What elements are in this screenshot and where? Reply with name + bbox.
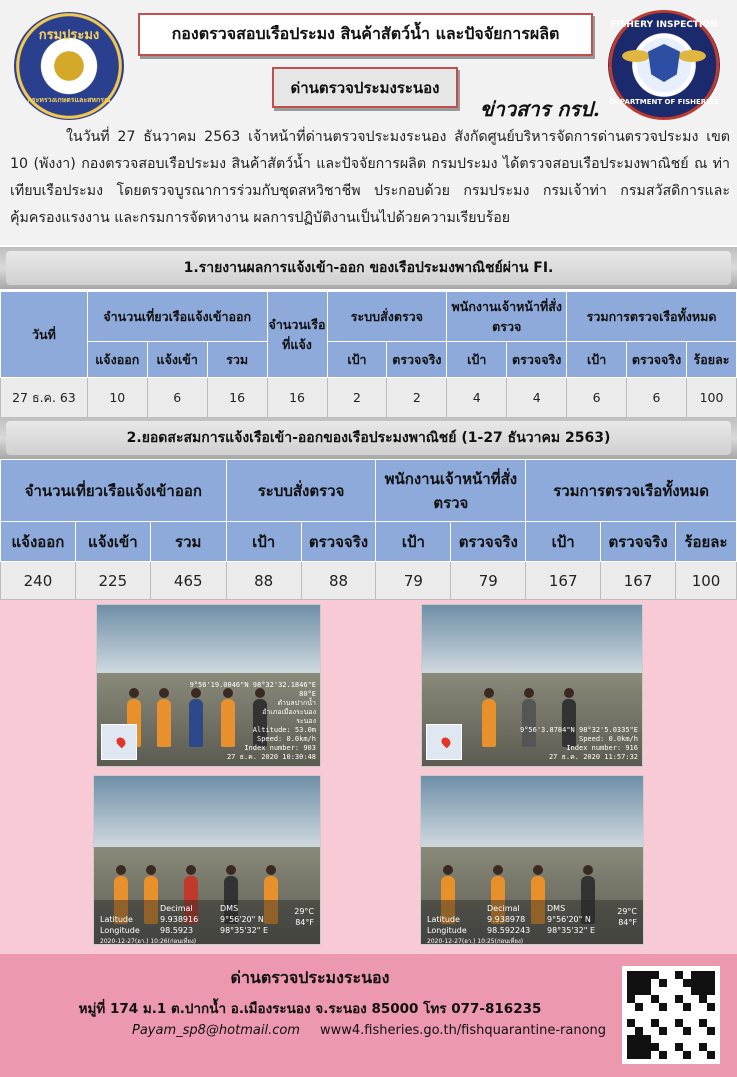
- t1-cell-4: 16: [267, 378, 327, 418]
- stamp-line: 27 ธ.ค. 2020 10:30:48: [226, 753, 316, 761]
- t1-subheader-3: เป้า: [327, 342, 387, 378]
- section1-title: 1.รายงานผลการแจ้งเข้า-ออก ของเรือประมงพาณิชย์ผ่าน FI.: [183, 260, 554, 276]
- t1-cell-1: 10: [87, 378, 147, 418]
- t2-subheader-3: เป้า: [226, 522, 301, 562]
- t2-cell-1: 225: [75, 562, 150, 600]
- section1-banner: [0, 247, 737, 289]
- qr-code[interactable]: [622, 966, 720, 1064]
- stamp-line: 27 ธ.ค. 2020 11:57:32: [548, 753, 638, 761]
- t1-cell-9: 6: [567, 378, 627, 418]
- th-officer: พนักงานเจ้าหน้าที่สั่งตรวจ: [447, 292, 567, 342]
- page-title: กองตรวจสอบเรือประมง สินค้าสัตว์น้ำ และปัจจัยการผลิต: [138, 13, 593, 56]
- t2-subheader-6: ตรวจจริง: [451, 522, 526, 562]
- inspection-photo-2: [421, 604, 643, 767]
- footer: [0, 954, 737, 1077]
- t1-cell-2: 6: [147, 378, 207, 418]
- t1-cell-0: 27 ธ.ค. 63: [1, 378, 88, 418]
- stamp-line: Speed: 0.0km/h: [578, 735, 638, 743]
- t1-cell-6: 2: [387, 378, 447, 418]
- t1-subheader-4: ตรวจจริง: [387, 342, 447, 378]
- t2-cell-2: 465: [150, 562, 226, 600]
- t1-cell-8: 4: [507, 378, 567, 418]
- photo-2-stamp: [520, 726, 638, 762]
- th2-total: รวมการตรวจเรือทั้งหมด: [526, 460, 737, 522]
- footer-office: ด่านตรวจประมงระนอง: [230, 968, 390, 987]
- th-system: ระบบสั่งตรวจ: [327, 292, 447, 342]
- t1-cell-11: 100: [686, 378, 736, 418]
- inspection-logo-top: FISHERY INSPECTION: [610, 20, 718, 30]
- t2-subheader-5: เป้า: [376, 522, 451, 562]
- t1-subheader-9: ร้อยละ: [686, 342, 736, 378]
- t2-cell-3: 88: [226, 562, 301, 600]
- footer-email[interactable]: Payam_sp8@hotmail.com: [132, 1023, 300, 1038]
- th-trips: จำนวนเที่ยวเรือแจ้งเข้าออก: [87, 292, 267, 342]
- th-vessels: จำนวนเรือที่แจ้ง: [267, 292, 327, 378]
- stamp-line: Speed: 0.0km/h: [256, 735, 316, 743]
- stamp-line: 9°56'19.0046"N 98°32'32.1846"E: [189, 681, 316, 689]
- t1-cell-3: 16: [207, 378, 267, 418]
- t2-cell-4: 88: [301, 562, 376, 600]
- t2-cell-5: 79: [376, 562, 451, 600]
- stamp-line: 9°56'3.8784"N 98°32'5.0335"E: [519, 726, 638, 734]
- intro-paragraph: ในวันที่ 27 ธันวาคม 2563 เจ้าหน้าที่ด่านตรวจประมงระนอง สังกัดศูนย์บริหารจัดการด่านตรวจประมง เขต 10 (พังงา) กองตรวจสอบเรือประมง สินค้าสัตว์น้ำ และปัจจัยการผลิต กรมประมง ได้ตรวจสอบเรือประมงพาณิชย์ ณ ท่าเทียบเรือประมง โดยตรวจบูรณาการร่วมกับชุดสหวิชาชีพ ประกอบด้วย กรมประมง กรมเจ้าท่า กรมสวัสดิการและคุ้มครองแรงงาน และกรมการจัดหางาน ผลการปฏิบัติงานเป็นไปด้วยความเรียบร้อย: [10, 129, 730, 226]
- footer-address: หมู่ที่ 174 ม.1 ต.ปากน้ำ อ.เมืองระนอง จ.ระนอง 85000 โทร 077-816235: [78, 1001, 542, 1017]
- photo-4-gps: Decimal DMS Latitude 9.938978 9°56'20" N Longitude 98.592243 98°35'32" E 2020-12-27(อา.) 10:25(ก่อนเที่ยง) 29°C 84°F: [421, 900, 643, 944]
- daily-report-table: [0, 291, 737, 418]
- logo-bottom-text: กระทรวงเกษตรและสหกรณ์: [27, 96, 111, 104]
- t1-subheader-0: แจ้งออก: [87, 342, 147, 378]
- t2-subheader-4: ตรวจจริง: [301, 522, 376, 562]
- th2-system: ระบบสั่งตรวจ: [226, 460, 376, 522]
- t1-subheader-5: เป้า: [447, 342, 507, 378]
- t1-subheader-6: ตรวจจริง: [507, 342, 567, 378]
- t2-subheader-8: ตรวจจริง: [601, 522, 676, 562]
- stamp-line: Index number: 916: [566, 744, 638, 752]
- t2-subheader-7: เป้า: [526, 522, 601, 562]
- stamp-line: อำเภอเมืองระนอง: [262, 708, 316, 716]
- t2-cell-9: 100: [676, 562, 737, 600]
- department-of-fisheries-logo: [14, 12, 124, 120]
- t2-cell-0: 240: [1, 562, 76, 600]
- photo-1-stamp: [190, 681, 316, 762]
- t1-subheader-2: รวม: [207, 342, 267, 378]
- t1-subheader-8: ตรวจจริง: [627, 342, 687, 378]
- th-date: วันที่: [1, 292, 88, 378]
- footer-website[interactable]: www4.fisheries.go.th/fishquarantine-ranong: [320, 1023, 607, 1038]
- t1-cell-10: 6: [627, 378, 687, 418]
- stamp-line: ระนอง: [296, 717, 316, 725]
- t2-subheader-0: แจ้งออก: [1, 522, 76, 562]
- stamp-line: Index number: 903: [244, 744, 316, 752]
- th-total: รวมการตรวจเรือทั้งหมด: [567, 292, 737, 342]
- inspection-logo-bottom: DEPARTMENT OF FISHERIES: [609, 98, 719, 106]
- t2-subheader-2: รวม: [150, 522, 226, 562]
- t2-subheader-1: แจ้งเข้า: [75, 522, 150, 562]
- photo-collage: [0, 600, 737, 954]
- stamp-line: ตำบลปากน้ำ: [277, 699, 316, 707]
- t2-cell-7: 167: [526, 562, 601, 600]
- section2-banner: [0, 417, 737, 459]
- inspection-photo-1: [96, 604, 321, 767]
- t2-cell-6: 79: [451, 562, 526, 600]
- section2-title: 2.ยอดสะสมการแจ้งเรือเข้า-ออกของเรือประมงพาณิชย์ (1-27 ธันวาคม 2563): [126, 430, 611, 446]
- t1-cell-7: 4: [447, 378, 507, 418]
- page-subtitle: ด่านตรวจประมงระนอง: [272, 67, 458, 108]
- photo-3-gps: Decimal DMS Latitude 9.938916 9°56'20" N Longitude 98.5923 98°35'32" E 2020-12-27(อา.) 10:26(ก่อนเที่ยง) 29°C 84°F: [94, 900, 320, 944]
- cumulative-report-table: [0, 459, 737, 600]
- t1-subheader-1: แจ้งเข้า: [147, 342, 207, 378]
- inspection-photo-3: [93, 775, 321, 945]
- fishery-inspection-logo: [608, 10, 720, 120]
- stamp-line: 80°E: [299, 690, 316, 698]
- t1-subheader-7: เป้า: [567, 342, 627, 378]
- news-label: ข่าวสาร กรป.: [480, 97, 600, 121]
- th2-trips: จำนวนเที่ยวเรือแจ้งเข้าออก: [1, 460, 227, 522]
- t2-cell-8: 167: [601, 562, 676, 600]
- header: [0, 0, 737, 245]
- inspection-photo-4: [420, 775, 644, 945]
- t2-subheader-9: ร้อยละ: [676, 522, 737, 562]
- logo-top-text: กรมประมง: [38, 28, 100, 43]
- t1-cell-5: 2: [327, 378, 387, 418]
- stamp-line: Altitude: 53.0m: [252, 726, 316, 734]
- th2-officer: พนักงานเจ้าหน้าที่สั่งตรวจ: [376, 460, 526, 522]
